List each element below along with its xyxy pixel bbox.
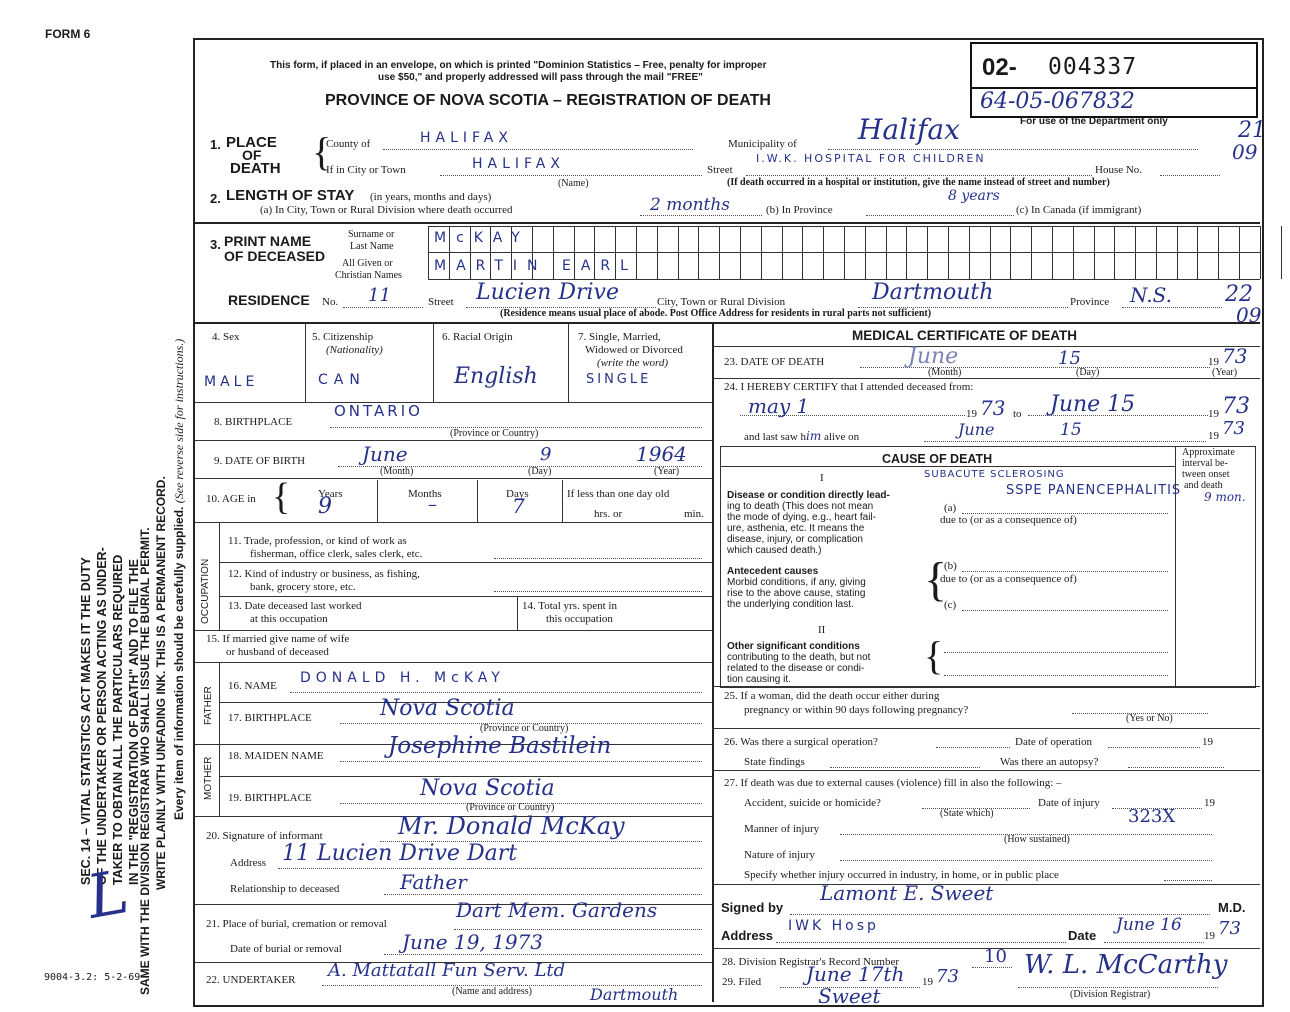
marital-label-3: (write the word) xyxy=(597,357,669,369)
given-label: All Given or xyxy=(342,258,393,269)
q25-label-2: pregnancy or within 90 days following pregnancy? xyxy=(744,704,969,716)
surname-value: McKAY xyxy=(434,230,530,246)
industry-label-2: bank, grocery store, etc. xyxy=(250,581,356,593)
sweet-note: Sweet xyxy=(818,984,881,1008)
trade-label-2: fisherman, office clerk, sales clerk, etc. xyxy=(250,548,423,560)
s2-label: LENGTH OF STAY xyxy=(226,187,355,204)
father-name-value: DONALD H. McKAY xyxy=(300,670,505,686)
q24-from-year-prefix: 19 xyxy=(966,408,977,420)
approx-label: Approximate xyxy=(1182,447,1235,458)
city-value: HALIFAX xyxy=(472,156,565,172)
mother-bp-label: 19. BIRTHPLACE xyxy=(228,792,312,804)
residence-province: N.S. xyxy=(1130,283,1172,307)
informant-value: Mr. Donald McKay xyxy=(398,812,625,840)
marital-label: 7. Single, Married, xyxy=(578,331,661,343)
sex-label: 4. Sex xyxy=(212,331,240,343)
municipality-value: Halifax xyxy=(858,113,960,146)
antecedent-label-4: the underlying condition last. xyxy=(727,599,854,610)
s2-label-note: (in years, months and days) xyxy=(370,191,492,203)
s2-num: 2. xyxy=(210,191,221,206)
last-saw-him: im xyxy=(806,429,822,443)
disease-label-5: disease, injury, or complication xyxy=(727,534,863,545)
father-name-label: 16. NAME xyxy=(228,680,277,692)
age-years-label: Years xyxy=(318,488,343,500)
q29-year: 73 xyxy=(936,966,959,987)
father-bp-label: 17. BIRTHPLACE xyxy=(228,712,312,724)
residence-no: 11 xyxy=(368,285,391,306)
surname-label: Surname or xyxy=(348,229,395,240)
disease-label-4: ure, asthenia, etc. It means the xyxy=(727,523,865,534)
autopsy-label: Was there an autopsy? xyxy=(1000,756,1099,768)
q23-year: 73 xyxy=(1222,344,1248,368)
sidebar-line-7 xyxy=(172,339,187,820)
age-hrs-label: hrs. or xyxy=(594,508,623,520)
trade-label: 11. Trade, profession, or kind of work as xyxy=(228,535,407,547)
birthplace-label: 8. BIRTHPLACE xyxy=(214,416,293,428)
q24-to-label: to xyxy=(1013,408,1022,420)
handwritten-ref-number: 64-05-067832 xyxy=(980,89,1135,114)
father-bp-sub: (Province or Country) xyxy=(480,723,569,734)
accident-label: Accident, suicide or homicide? xyxy=(744,797,881,809)
cert-address-label: Address xyxy=(721,928,774,943)
total-yrs-label-2: this occupation xyxy=(546,613,613,625)
married-label: 15. If married give name of wife xyxy=(206,633,350,645)
residence-note: (Residence means usual place of abode. Post Office Address for residents in rural parts not sufficient) xyxy=(500,308,932,319)
s1-label-2: OF xyxy=(242,147,262,163)
sidebar-every-item: Every item of information should be carefully supplied. xyxy=(172,506,186,820)
nature-label: Nature of injury xyxy=(744,849,815,861)
cause-a-value-1: SUBACUTE SCLEROSING xyxy=(924,469,1065,480)
approx-label-4: and death xyxy=(1184,480,1223,491)
street-label-1: Street xyxy=(707,164,733,176)
due-to-2: due to (or as a consequence of) xyxy=(940,573,1077,585)
q24-from: may 1 xyxy=(748,394,810,418)
cert-date-label: Date xyxy=(1068,928,1097,943)
q23-year-sub: (Year) xyxy=(1212,367,1238,378)
residence-province-label: Province xyxy=(1070,296,1110,308)
burial-date-value: June 19, 1973 xyxy=(402,930,544,954)
other-label-2: contributing to the death, but not xyxy=(727,652,871,663)
citizenship-label-2: (Nationality) xyxy=(326,344,383,356)
disease-label-3: the mode of dying, e.g., heart fail- xyxy=(727,512,876,523)
form-number: FORM 6 xyxy=(45,27,91,41)
sidebar-line-4: IN THE "REGISTRATION OF DEATH" AND TO FILE THE xyxy=(127,559,141,885)
other-label: Other significant conditions xyxy=(727,641,860,652)
residence-city-label: City, Town or Rural Division xyxy=(657,296,786,308)
birthplace-value: ONTARIO xyxy=(334,402,423,420)
informant-address-value: 11 Lucien Drive Dart xyxy=(282,841,518,866)
code-mid-2: 09 xyxy=(1236,303,1262,327)
s1-label-3: DEATH xyxy=(230,160,281,177)
registrar-sub: (Division Registrar) xyxy=(1070,989,1151,1000)
burial-label: 21. Place of burial, cremation or removal xyxy=(206,918,387,930)
cause-I-label: I xyxy=(820,472,824,484)
cause-a-label: (a) xyxy=(944,502,957,514)
q24-label: 24. I HEREBY CERTIFY that I attended deceased from: xyxy=(724,381,974,393)
q24-to-year-prefix: 19 xyxy=(1208,408,1219,420)
municipality-label: Municipality of xyxy=(728,138,797,150)
date-injury-label: Date of injury xyxy=(1038,797,1100,809)
other-label-3: related to the disease or condi- xyxy=(727,663,865,674)
s3-label-2: OF DECEASED xyxy=(224,248,326,264)
county-value: HALIFAX xyxy=(420,130,513,146)
margin-handwritten-mark: L xyxy=(82,857,134,933)
q25-yes-no: (Yes or No) xyxy=(1126,713,1173,724)
cause-II-label: II xyxy=(818,624,826,636)
cause-title: CAUSE OF DEATH xyxy=(882,452,993,466)
antecedent-label-2: Morbid conditions, if any, giving xyxy=(727,577,866,588)
city-name-sub: (Name) xyxy=(558,178,589,189)
specify-label: Specify whether injury occurred in industry, in home, or in public place xyxy=(744,869,1059,881)
last-saw-text: and last saw h xyxy=(744,431,807,443)
informant-label: 20. Signature of informant xyxy=(206,830,323,842)
q28-label: 28. Division Registrar's Record Number xyxy=(722,956,900,968)
total-yrs-label: 14. Total yrs. spent in xyxy=(522,600,617,612)
age-months-label: Months xyxy=(408,488,442,500)
county-label: County of xyxy=(326,138,371,150)
s1-num: 1. xyxy=(210,137,221,152)
dob-day-sub: (Day) xyxy=(528,466,552,477)
age-years-value: 9 xyxy=(318,494,332,519)
antecedent-label: Antecedent causes xyxy=(727,566,819,577)
undertaker-sub: (Name and address) xyxy=(452,986,532,997)
dob-year: 1964 xyxy=(636,442,687,466)
citizenship-label: 5. Citizenship xyxy=(312,331,374,343)
how-sustained-sub: (How sustained) xyxy=(1004,834,1070,845)
sidebar-line-1: SEC. 14 – VITAL STATISTICS ACT MAKES IT THE DUTY xyxy=(79,557,93,885)
mother-vertical-label: MOTHER xyxy=(203,756,214,800)
s2-a-value: 2 months xyxy=(650,195,731,215)
cert-address-value: IWK Hosp xyxy=(788,918,879,934)
other-label-4: tion causing it. xyxy=(727,674,791,685)
cert-date-year: 73 xyxy=(1218,918,1241,939)
approx-label-2: interval be- xyxy=(1182,458,1228,469)
relationship-label: Relationship to deceased xyxy=(230,883,340,895)
sidebar-line-2: OF THE UNDERTAKER OR PERSON ACTING AS UNDER- xyxy=(95,547,109,885)
last-saw-label xyxy=(744,430,859,443)
city-label: If in City or Town xyxy=(326,164,406,176)
father-bp-value: Nova Scotia xyxy=(380,696,515,721)
antecedent-label-3: rise to the above cause, stating xyxy=(727,588,866,599)
q24-to-year: 73 xyxy=(1222,394,1250,419)
father-vertical-label: FATHER xyxy=(203,686,214,725)
registrar-signature: W. L. McCarthy xyxy=(1024,950,1228,980)
code-mid: 22 xyxy=(1225,282,1253,307)
s2-a-label: (a) In City, Town or Rural Division where death occurred xyxy=(260,204,513,216)
dob-label: 9. DATE OF BIRTH xyxy=(214,455,306,467)
alive-on-text: alive on xyxy=(823,431,860,443)
married-label-2: or husband of deceased xyxy=(226,646,329,658)
racial-label: 6. Racial Origin xyxy=(442,331,513,343)
q23-month: June xyxy=(908,344,959,369)
sidebar-line-5: SAME WITH THE DIVISION REGISTRAR WHO SHALL ISSUE THE BURIAL PERMIT. xyxy=(138,527,152,995)
residence-label: RESIDENCE xyxy=(228,292,310,308)
cause-b-label: (b) xyxy=(944,560,957,572)
undertaker-value-2: Dartmouth xyxy=(590,985,679,1004)
age-days-label: Days xyxy=(506,488,529,500)
residence-street-label: Street xyxy=(428,296,454,308)
q23-month-sub: (Month) xyxy=(928,367,962,378)
envelope-note-2: use $50," and properly addressed will pass through the mail "FREE" xyxy=(378,72,703,83)
house-no-label: House No. xyxy=(1095,164,1143,176)
medical-title: MEDICAL CERTIFICATE OF DEATH xyxy=(852,328,1077,343)
md-label: M.D. xyxy=(1218,900,1246,915)
last-saw-year: 73 xyxy=(1222,418,1245,439)
code-top: 21 xyxy=(1238,118,1266,143)
q23-year-prefix: 19 xyxy=(1208,356,1219,368)
code-top-2: 09 xyxy=(1232,140,1258,164)
q26-label: 26. Was there a surgical operation? xyxy=(724,736,878,748)
disease-label-2: ing to death (This does not mean xyxy=(727,501,874,512)
q29-year-prefix: 19 xyxy=(922,976,933,988)
given-value: MARTIN EARL xyxy=(434,258,638,274)
undertaker-value: A. Mattatall Fun Serv. Ltd xyxy=(328,960,566,981)
q29-value: June 17th xyxy=(806,962,905,986)
state-findings-label: State findings xyxy=(744,756,805,768)
q25-label: 25. If a woman, did the death occur either during xyxy=(724,690,940,702)
due-to-1: due to (or as a consequence of) xyxy=(940,514,1077,526)
racial-value: English xyxy=(454,364,538,389)
q23-label: 23. DATE OF DEATH xyxy=(724,356,825,368)
age-less-label: If less than one day old xyxy=(567,488,670,500)
birthplace-sub: (Province or Country) xyxy=(450,428,539,439)
sex-value: MALE xyxy=(204,374,259,390)
approx-label-3: tween onset xyxy=(1182,469,1230,480)
cause-a-interval: 9 mon. xyxy=(1204,490,1246,504)
reg-prefix: 02- xyxy=(982,54,1017,81)
residence-no-label: No. xyxy=(322,296,339,308)
q24-from-year: 73 xyxy=(980,396,1006,420)
disease-label-1: Disease or condition directly lead- xyxy=(727,490,890,501)
s2-c-label: (c) In Canada (if immigrant) xyxy=(1016,204,1142,216)
s3-label: PRINT NAME xyxy=(224,233,312,249)
s3-num: 3. xyxy=(210,237,221,252)
antecedent-brace: { xyxy=(924,553,948,606)
q24-to: June 15 xyxy=(1050,392,1136,417)
dob-month-sub: (Month) xyxy=(380,466,414,477)
dob-day: 9 xyxy=(540,444,552,465)
residence-street: Lucien Drive xyxy=(476,280,619,305)
mother-name-value: Josephine Bastilein xyxy=(388,733,612,759)
mother-name-label: 18. MAIDEN NAME xyxy=(228,750,324,762)
citizenship-value: CAN xyxy=(318,372,366,388)
state-which-sub: (State which) xyxy=(940,808,994,819)
hospital-note: (If death occurred in a hospital or institution, give the name instead of street and number) xyxy=(727,177,1110,188)
manner-label: Manner of injury xyxy=(744,823,820,835)
marital-value: SINGLE xyxy=(586,372,652,387)
relationship-value: Father xyxy=(400,870,467,894)
age-days-value: 7 xyxy=(512,494,525,518)
q23-day-sub: (Day) xyxy=(1076,367,1100,378)
last-saw-year-prefix: 19 xyxy=(1208,430,1219,442)
residence-city: Dartmouth xyxy=(872,280,994,305)
age-min-label: min. xyxy=(684,508,704,520)
signed-by-value: Lamont E. Sweet xyxy=(820,881,994,905)
cause-a-value-2: SSPE PANENCEPHALITIS xyxy=(1006,483,1182,498)
s2-b-label: (b) In Province xyxy=(766,204,833,216)
sidebar-line-3: TAKER TO OBTAIN ALL THE PARTICULARS REQUIRED xyxy=(111,554,125,885)
brace-1: { xyxy=(312,129,332,174)
last-saw-month: June xyxy=(958,420,995,439)
date-injury-year: 19 xyxy=(1204,797,1215,809)
marital-label-2: Widowed or Divorced xyxy=(585,344,683,356)
surname-label-2: Last Name xyxy=(350,241,394,252)
age-brace: { xyxy=(272,476,291,518)
date-operation-label: Date of operation xyxy=(1015,736,1092,748)
last-worked-label: 13. Date deceased last worked xyxy=(228,600,362,612)
burial-value: Dart Mem. Gardens xyxy=(456,898,658,922)
other-brace: { xyxy=(924,633,944,678)
industry-label: 12. Kind of industry or business, as fishing, xyxy=(228,568,420,580)
disease-label-6: which caused death.) xyxy=(727,545,822,556)
q27-label: 27. If death was due to external causes (violence) fill in also the following: – xyxy=(724,777,1062,789)
last-worked-label-2: at this occupation xyxy=(250,613,328,625)
date-operation-year: 19 xyxy=(1202,736,1213,748)
cert-date-value: June 16 xyxy=(1116,915,1182,935)
q29-label: 29. Filed xyxy=(722,976,762,988)
s2-b-value: 8 years xyxy=(948,188,1000,204)
signed-by-label: Signed by xyxy=(721,900,784,915)
last-saw-day: 15 xyxy=(1060,420,1082,440)
form-title: PROVINCE OF NOVA SCOTIA – REGISTRATION OF DEATH xyxy=(325,92,771,109)
burial-date-label: Date of burial or removal xyxy=(230,943,342,955)
mother-bp-value: Nova Scotia xyxy=(420,776,555,801)
s1-label: PLACE xyxy=(226,134,277,151)
undertaker-label: 22. UNDERTAKER xyxy=(206,974,296,986)
envelope-note-1: This form, if placed in an envelope, on which is printed "Dominion Statistics – Free, penalty for improper xyxy=(270,60,767,71)
reg-number: 004337 xyxy=(1048,54,1138,80)
occupation-vertical-label: OCCUPATION xyxy=(200,558,211,624)
cert-date-year-prefix: 19 xyxy=(1204,930,1215,942)
age-label: 10. AGE in xyxy=(206,493,256,505)
dob-year-sub: (Year) xyxy=(654,466,680,477)
informant-address-label: Address xyxy=(230,857,267,869)
dept-use-note: For use of the Department only xyxy=(1020,116,1168,127)
hospital-street-value: I.W.K. HOSPITAL FOR CHILDREN xyxy=(756,152,986,165)
code-323x: 323X xyxy=(1128,806,1176,827)
q23-day: 15 xyxy=(1058,348,1081,369)
mother-bp-sub: (Province or Country) xyxy=(466,802,555,813)
sidebar-see-reverse: (See reverse side for instructions.) xyxy=(172,338,186,504)
sidebar-line-6: WRITE PLAINLY WITH UNFADING INK. THIS IS A PERMANENT RECORD. xyxy=(154,476,168,890)
given-label-2: Christian Names xyxy=(335,270,402,281)
print-code: 9004-3.2: 5-2-69 xyxy=(44,972,141,983)
q28-value: 10 xyxy=(984,946,1007,967)
dob-month: June xyxy=(362,442,408,466)
cause-c-label: (c) xyxy=(944,599,957,611)
age-months-value: – xyxy=(428,494,437,515)
